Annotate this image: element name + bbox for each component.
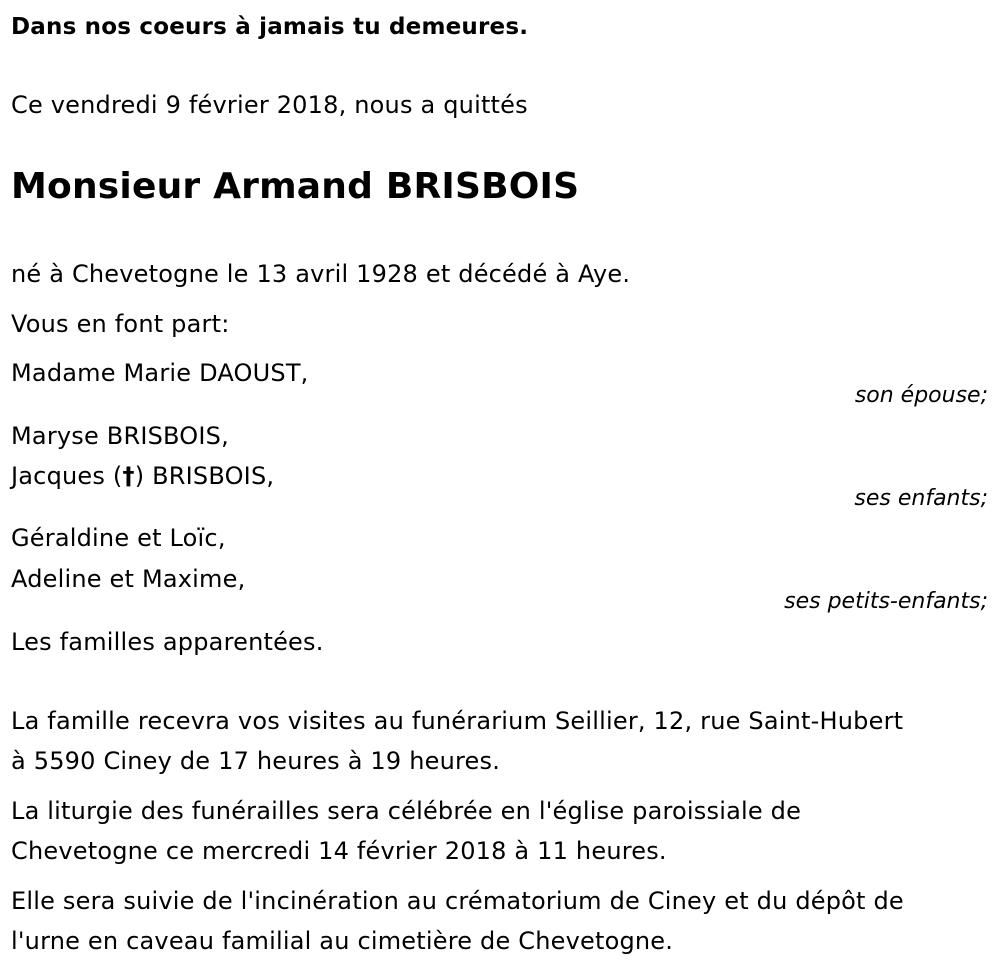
- deceased-child-first: Jacques (: [11, 462, 123, 490]
- liturgy-line: La liturgie des funérailles sera célébrée en l'église paroissiale de: [11, 797, 802, 825]
- intro-line: Vous en font part:: [11, 310, 230, 338]
- visits-line: La famille recevra vos visites au funérarium Seillier, 12, rue Saint-Hubert: [11, 707, 904, 735]
- families-line: Les familles apparentées.: [11, 628, 324, 656]
- children-relation: ses enfants;: [854, 486, 988, 511]
- cross-icon: †: [122, 462, 135, 490]
- visits-line: à 5590 Ciney de 17 heures à 19 heures.: [11, 747, 501, 775]
- motto: Dans nos coeurs à jamais tu demeures.: [11, 14, 529, 40]
- grandchild-name: Géraldine et Loïc,: [11, 524, 226, 552]
- birth-death-line: né à Chevetogne le 13 avril 1928 et décédé à Aye.: [11, 260, 631, 288]
- cremation-line: l'urne en caveau familial au cimetière de Chevetogne.: [11, 927, 674, 955]
- liturgy-line: Chevetogne ce mercredi 14 février 2018 à 11 heures.: [11, 837, 667, 865]
- deceased-name: Monsieur Armand BRISBOIS: [11, 166, 580, 207]
- spouse-name: Madame Marie DAOUST,: [11, 359, 309, 387]
- deceased-child-name: [11, 461, 274, 491]
- child-name: Maryse BRISBOIS,: [11, 422, 229, 450]
- grandchildren-relation: ses petits-enfants;: [784, 589, 988, 614]
- announcement: Ce vendredi 9 février 2018, nous a quittés: [11, 91, 528, 119]
- cremation-line: Elle sera suivie de l'incinération au crématorium de Ciney et du dépôt de: [11, 887, 904, 915]
- spouse-relation: son épouse;: [854, 383, 988, 408]
- grandchild-name: Adeline et Maxime,: [11, 565, 246, 593]
- deceased-child-last: ) BRISBOIS,: [134, 462, 275, 490]
